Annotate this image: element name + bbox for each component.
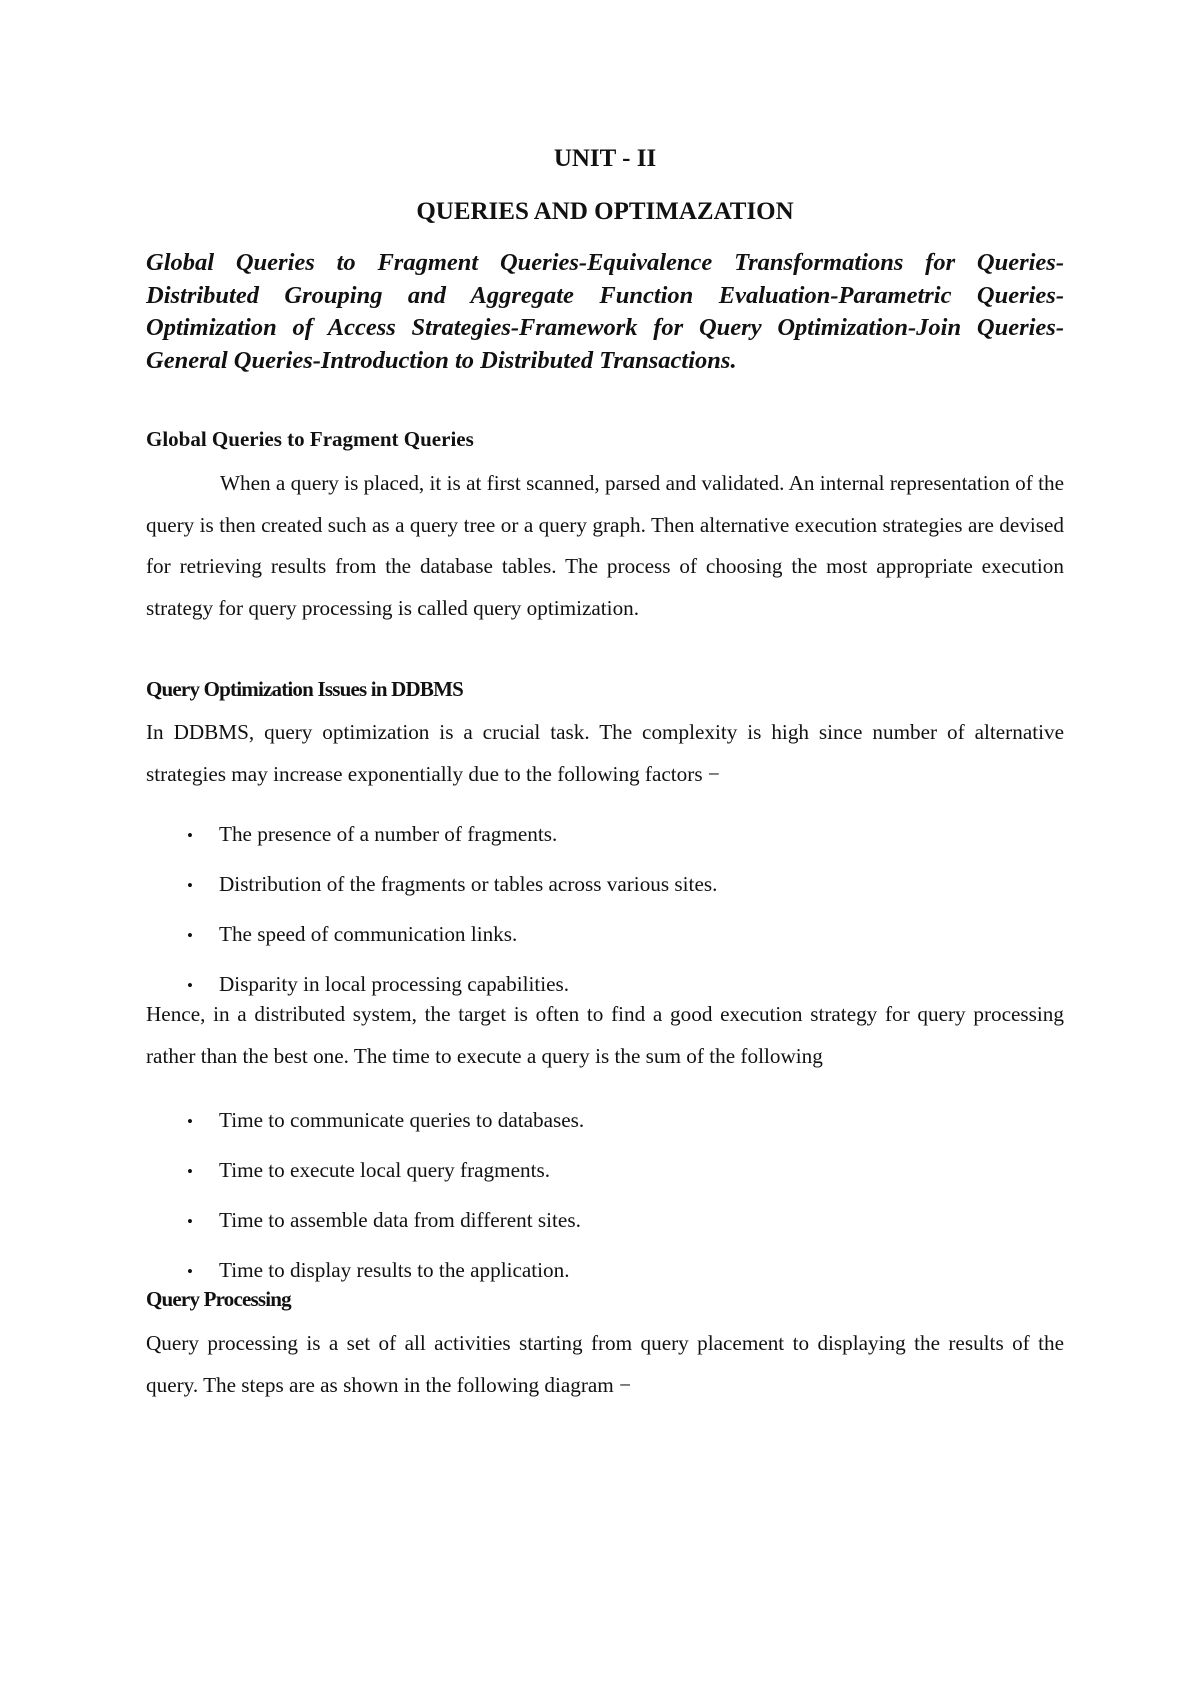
section-paragraph-query-processing: Query processing is a set of all activities starting from query placement to displaying the results of the query. The steps are as shown in the following diagram − [146, 1331, 1064, 1397]
list-item-text: Time to communicate queries to databases. [219, 1108, 585, 1132]
list-item [146, 1157, 1064, 1207]
bullet-icon: • [187, 1112, 193, 1131]
list-item [146, 821, 1064, 871]
chapter-title: QUERIES AND OPTIMAZATION [416, 198, 794, 225]
section-paragraph-execution-time: Hence, in a distributed system, the target is often to find a good execution strategy for query processing rather than the best one. The time to execute a query is the sum of the following [146, 1002, 1064, 1068]
unit-abstract: Global Queries to Fragment Queries-Equivalence Transformations for Queries-Distributed Grouping and Aggregate Function Evaluation-Parametric Queries-Optimization of Access Strategies-Framework for Query Optimization-Join Queries- General Queries-Introduction to Distributed Transactions. [146, 249, 1064, 374]
list-item-text: Time to execute local query fragments. [219, 1158, 551, 1182]
section-heading-optimization-issues: Query Optimization Issues in DDBMS [146, 677, 463, 701]
list-item [146, 1207, 1064, 1257]
execution-time-list [146, 1107, 1064, 1307]
bullet-icon: • [187, 876, 193, 895]
section-paragraph-global-queries: When a query is placed, it is at first scanned, parsed and validated. An internal representation of the query is then created such as a query tree or a query graph. Then alternative execution strategies are devised for retrieving results from the database tables. The process of choosing the most appropriate execution strategy for query processing is called query optimization. [146, 471, 1064, 620]
list-item [146, 1107, 1064, 1157]
list-item-text: Time to display results to the application. [219, 1258, 570, 1282]
list-item-text: The speed of communication links. [219, 922, 518, 946]
list-item [146, 871, 1064, 921]
list-item-text: Disparity in local processing capabilities. [219, 972, 570, 996]
factors-list [146, 821, 1064, 1021]
section-paragraph-optimization-issues: In DDBMS, query optimization is a crucial task. The complexity is high since number of alternative strategies may increase exponentially due to the following factors − [146, 720, 1064, 786]
bullet-icon: • [187, 1162, 193, 1181]
list-item-text: Time to assemble data from different sites. [219, 1208, 581, 1232]
section-heading-query-processing: Query Processing [146, 1287, 291, 1311]
list-item-text: Distribution of the fragments or tables across various sites. [219, 872, 718, 896]
unit-title: UNIT - II [553, 145, 657, 172]
bullet-icon: • [187, 826, 193, 845]
list-item [146, 921, 1064, 971]
bullet-icon: • [187, 976, 193, 995]
bullet-icon: • [187, 926, 193, 945]
section-heading-global-queries: Global Queries to Fragment Queries [146, 427, 474, 451]
list-item-text: The presence of a number of fragments. [219, 822, 558, 846]
bullet-icon: • [187, 1262, 193, 1281]
bullet-icon: • [187, 1212, 193, 1231]
